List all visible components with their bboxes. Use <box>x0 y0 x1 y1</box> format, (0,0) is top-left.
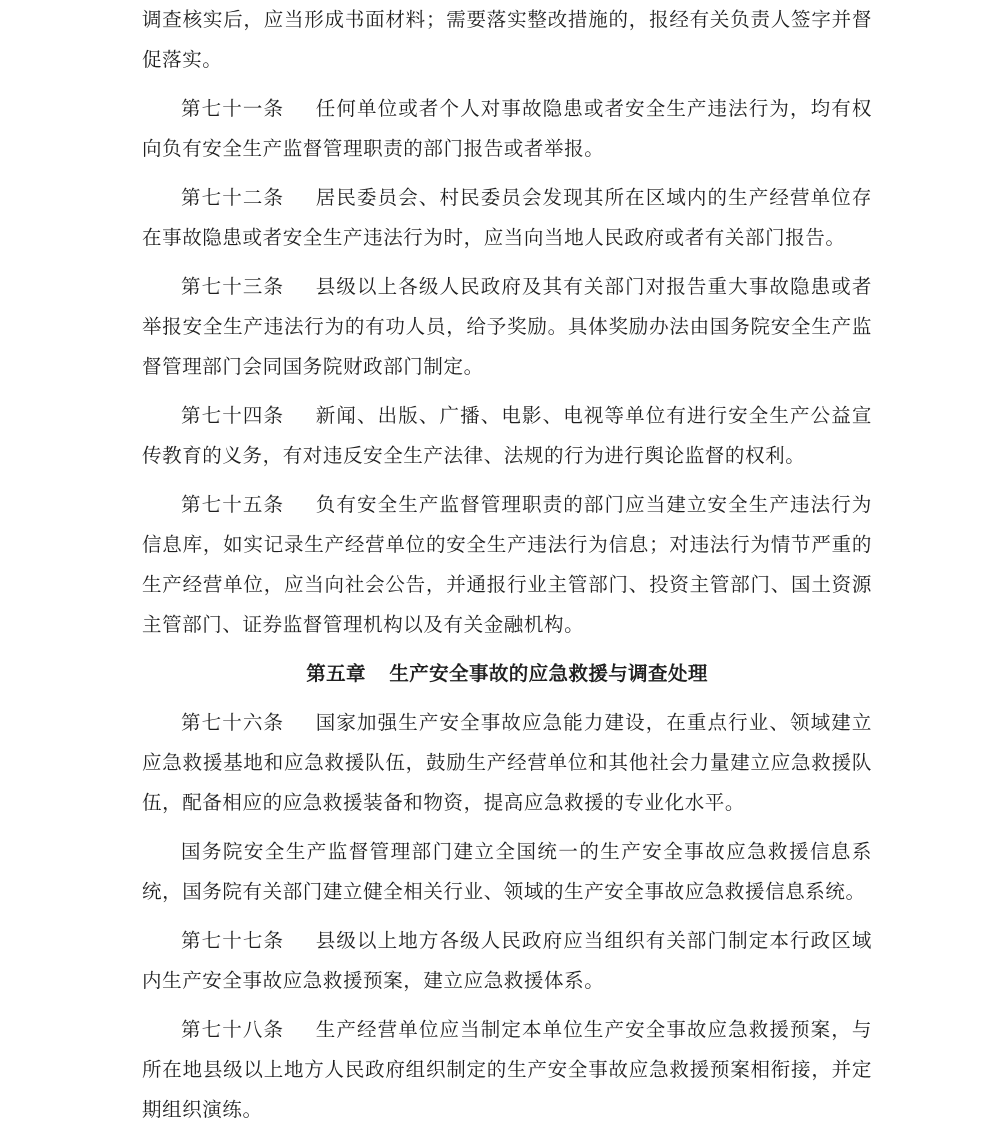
article-number: 第七十一条 <box>181 97 285 120</box>
article-text: 新闻、出版、广播、电影、电视等单位有进行安全生产公益宣传教育的义务，有对违反安全生产法律、法规的行为进行舆论监督的权利。 <box>142 404 872 467</box>
article-number: 第七十七条 <box>181 929 285 952</box>
text-paragraph <box>142 0 872 80</box>
article-text: 国家加强生产安全事故应急能力建设，在重点行业、领域建立应急救援基地和应急救援队伍，鼓励生产经营单位和其他社会力量建立应急救援队伍，配备相应的应急救援装备和物资，提高应急救援的专业化水平。 <box>142 711 872 814</box>
article-text: 居民委员会、村民委员会发现其所在区域内的生产经营单位存在事故隐患或者安全生产违法行为时，应当向当地人民政府或者有关部门报告。 <box>142 186 872 249</box>
article-text: 国务院安全生产监督管理部门建立全国统一的生产安全事故应急救援信息系统，国务院有关部门建立健全相关行业、领域的生产安全事故应急救援信息系统。 <box>142 840 872 903</box>
articles-section-top <box>142 0 872 645</box>
article-paragraph <box>142 703 872 823</box>
chapter-number: 第五章 <box>306 662 366 685</box>
text-paragraph <box>142 832 872 912</box>
article-paragraph <box>142 178 872 258</box>
article-paragraph <box>142 921 872 1001</box>
chapter-title: 生产安全事故的应急救援与调查处理 <box>389 662 708 685</box>
article-number: 第七十四条 <box>181 404 285 427</box>
article-paragraph <box>142 1010 872 1130</box>
article-text: 负有安全生产监督管理职责的部门应当建立安全生产违法行为信息库，如实记录生产经营单位的安全生产违法行为信息；对违法行为情节严重的生产经营单位，应当向社会公告，并通报行业主管部门、投资主管部门、国土资源主管部门、证券监督管理机构以及有关金融机构。 <box>142 493 872 636</box>
article-text: 县级以上地方各级人民政府应当组织有关部门制定本行政区域内生产安全事故应急救援预案，建立应急救援体系。 <box>142 929 872 992</box>
article-paragraph <box>142 89 872 169</box>
article-number: 第七十八条 <box>181 1018 285 1041</box>
article-text: 县级以上各级人民政府及其有关部门对报告重大事故隐患或者举报安全生产违法行为的有功人员，给予奖励。具体奖励办法由国务院安全生产监督管理部门会同国务院财政部门制定。 <box>142 275 872 378</box>
article-number: 第七十六条 <box>181 711 285 734</box>
article-text: 调查核实后，应当形成书面材料；需要落实整改措施的，报经有关负责人签字并督促落实。 <box>142 8 872 71</box>
chapter-heading <box>142 654 872 694</box>
article-text: 任何单位或者个人对事故隐患或者安全生产违法行为，均有权向负有安全生产监督管理职责的部门报告或者举报。 <box>142 97 872 160</box>
article-number: 第七十二条 <box>181 186 285 209</box>
article-paragraph <box>142 396 872 476</box>
article-number: 第七十五条 <box>181 493 285 516</box>
article-paragraph <box>142 485 872 645</box>
article-number: 第七十三条 <box>181 275 285 298</box>
article-text: 生产经营单位应当制定本单位生产安全事故应急救援预案，与所在地县级以上地方人民政府组织制定的生产安全事故应急救援预案相衔接，并定期组织演练。 <box>142 1018 872 1121</box>
articles-section-bottom <box>142 703 872 1130</box>
article-paragraph <box>142 267 872 387</box>
